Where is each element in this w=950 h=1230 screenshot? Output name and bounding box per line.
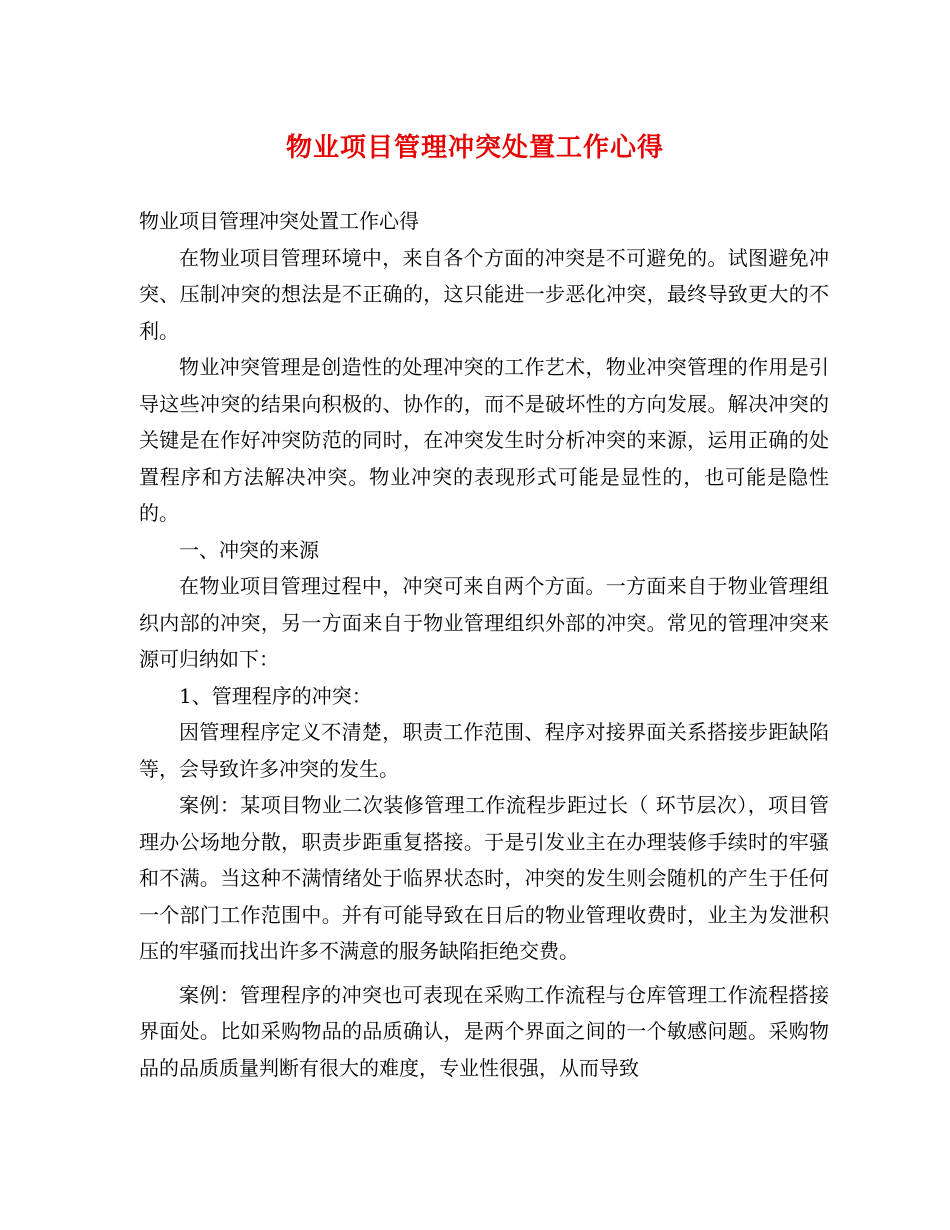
paragraph: 在物业项目管理过程中，冲突可来自两个方面。一方面来自于物业管理组织内部的冲突，另一方面来自于物业管理组织外部的冲突。常见的管理冲突来源可归纳如下：: [139, 574, 829, 671]
paragraph: 在物业项目管理环境中，来自各个方面的冲突是不可避免的。试图避免冲突、压制冲突的想法是不正确的，这只能进一步恶化冲突，最终导致更大的不利。: [139, 245, 829, 343]
section-heading: 一、冲突的来源: [179, 537, 319, 562]
document-subtitle: 物业项目管理冲突处置工作心得: [139, 209, 419, 233]
paragraph: 因管理程序定义不清楚，职责工作范围、程序对接界面关系搭接步距缺陷等，会导致许多冲突的发生。: [139, 720, 829, 781]
document-title: 物业项目管理冲突处置工作心得: [285, 133, 664, 163]
subsection-heading: 1、管理程序的冲突：: [179, 683, 372, 708]
case-paragraph: 案例：管理程序的冲突也可表现在采购工作流程与仓库管理工作流程搭接界面处。比如采购物品的品质确认，是两个界面之间的一个敏感问题。采购物品的品质质量判断有很大的难度，专业性很强，从而导致: [139, 982, 829, 1080]
paragraph: 物业冲突管理是创造性的处理冲突的工作艺术，物业冲突管理的作用是引导这些冲突的结果向积极的、协作的，而不是破坏性的方向发展。解决冲突的关键是在作好冲突防范的同时，在冲突发生时分析冲突的来源，运用正确的处置程序和方法解决冲突。物业冲突的表现形式可能是显性的，也可能是隐性的。: [139, 355, 829, 525]
document-body: [139, 203, 829, 1086]
case-paragraph: 案例：某项目物业二次装修管理工作流程步距过长（ 环节层次），项目管理办公场地分散，职责步距重复搭接。于是引发业主在办理装修手续时的牢骚和不满。当这种不满情绪处于临界状态时，冲突的发生则会随机的产生于任何一个部门工作范围中。并有可能导致在日后的物业管理收费时，业主为发泄积压的牢骚而找出许多不满意的服务缺陷拒绝交费。: [139, 793, 829, 963]
